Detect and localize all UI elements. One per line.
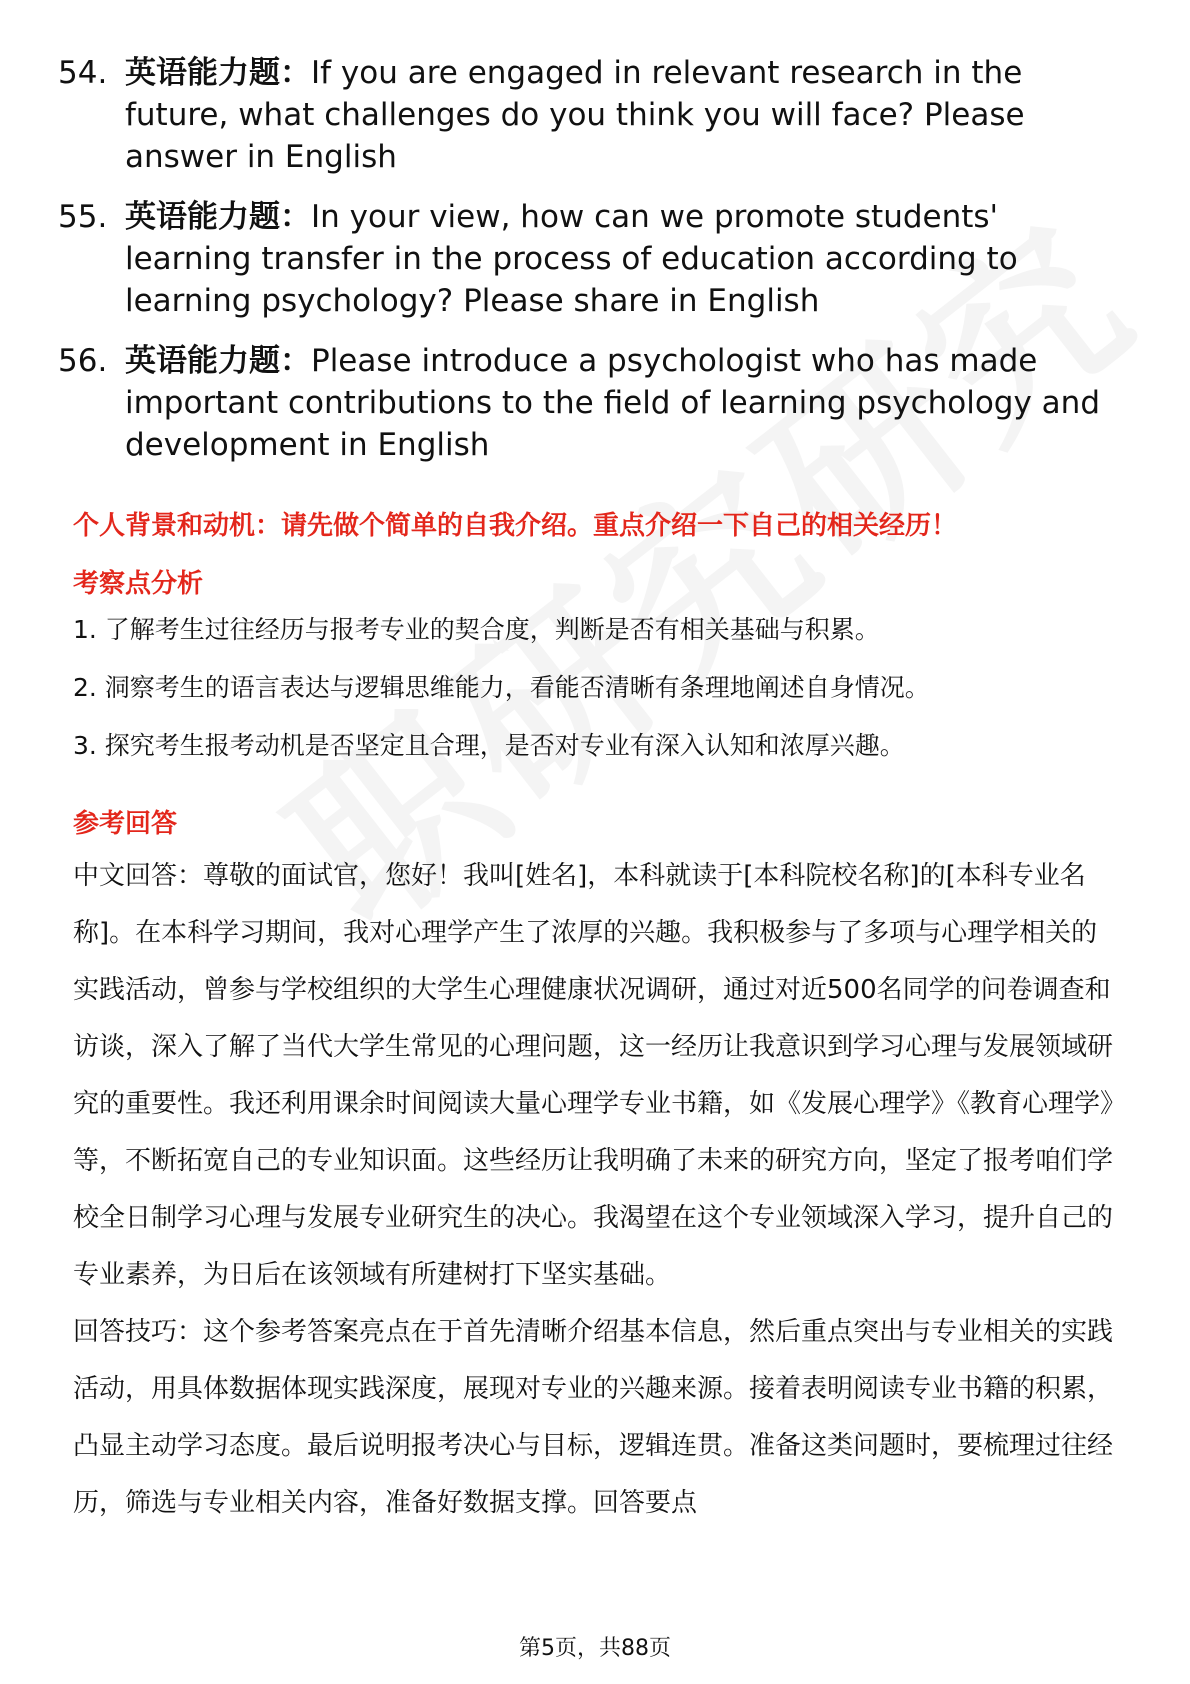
analysis-list [73, 612, 1113, 786]
question-item [58, 52, 1118, 178]
question-number: 56. [58, 343, 108, 379]
question-body [125, 196, 1118, 322]
analysis-item: 1. 了解考生过往经历与报考专业的契合度，判断是否有相关基础与积累。 [73, 615, 880, 644]
analysis-heading: 考察点分析 [73, 569, 204, 599]
analysis-item: 3. 探究考生报考动机是否坚定且合理，是否对专业有深入认知和浓厚兴趣。 [73, 731, 905, 760]
question-text: In your view, how can we promote students' learning transfer in the process of education according to learning psychology? Please share in English [125, 199, 1018, 319]
answer-tips: 回答技巧：这个参考答案亮点在于首先清晰介绍基本信息，然后重点突出与专业相关的实践活动，用具体数据体现实践深度，展现对专业的兴趣来源。接着表明阅读专业书籍的积累，凸显主动学习态度。最后说明报考决心与目标，逻辑连贯。准备这类问题时，要梳理过往经历，筛选与专业相关内容，准备好数据支撑。回答要点 [73, 1317, 1114, 1518]
question-item [58, 196, 1118, 322]
question-text: Please introduce a psychologist who has made important contributions to the field of learning psychology and development in English [125, 343, 1101, 463]
analysis-item: 2. 洞察考生的语言表达与逻辑思维能力，看能否清晰有条理地阐述自身情况。 [73, 673, 930, 702]
question-label: 英语能力题： [125, 199, 311, 235]
background-question-heading: 个人背景和动机：请先做个简单的自我介绍。重点介绍一下自己的相关经历！ [73, 511, 958, 541]
question-number: 54. [58, 55, 108, 91]
question-body [125, 52, 1118, 178]
question-item [58, 340, 1118, 466]
reference-heading: 参考回答 [73, 809, 178, 839]
question-label: 英语能力题： [125, 343, 311, 379]
question-text: If you are engaged in relevant research in the future, what challenges do you think you will face? Please answer in English [125, 55, 1025, 175]
chinese-answer: 中文回答：尊敬的面试官，您好！我叫[姓名]，本科就读于[本科院校名称]的[本科专业名称]。在本科学习期间，我对心理学产生了浓厚的兴趣。我积极参与了多项与心理学相关的实践活动，曾参与学校组织的大学生心理健康状况调研，通过对近500名同学的问卷调查和访谈，深入了解了当代大学生常见的心理问题，这一经历让我意识到学习心理与发展领域研究的重要性。我还利用课余时间阅读大量心理学专业书籍，如《发展心理学》《教育心理学》等，不断拓宽自己的专业知识面。这些经历让我明确了未来的研究方向，坚定了报考咱们学校全日制学习心理与发展专业研究生的决心。我渴望在这个专业领域深入学习，提升自己的专业素养，为日后在该领域有所建树打下坚实基础。 [73, 861, 1114, 1290]
question-list [58, 52, 1118, 484]
answer-block [73, 848, 1123, 1532]
question-number: 55. [58, 199, 108, 235]
question-label: 英语能力题： [125, 55, 311, 91]
question-body [125, 340, 1118, 466]
page-footer: 第5页，共88页 [519, 1636, 671, 1661]
